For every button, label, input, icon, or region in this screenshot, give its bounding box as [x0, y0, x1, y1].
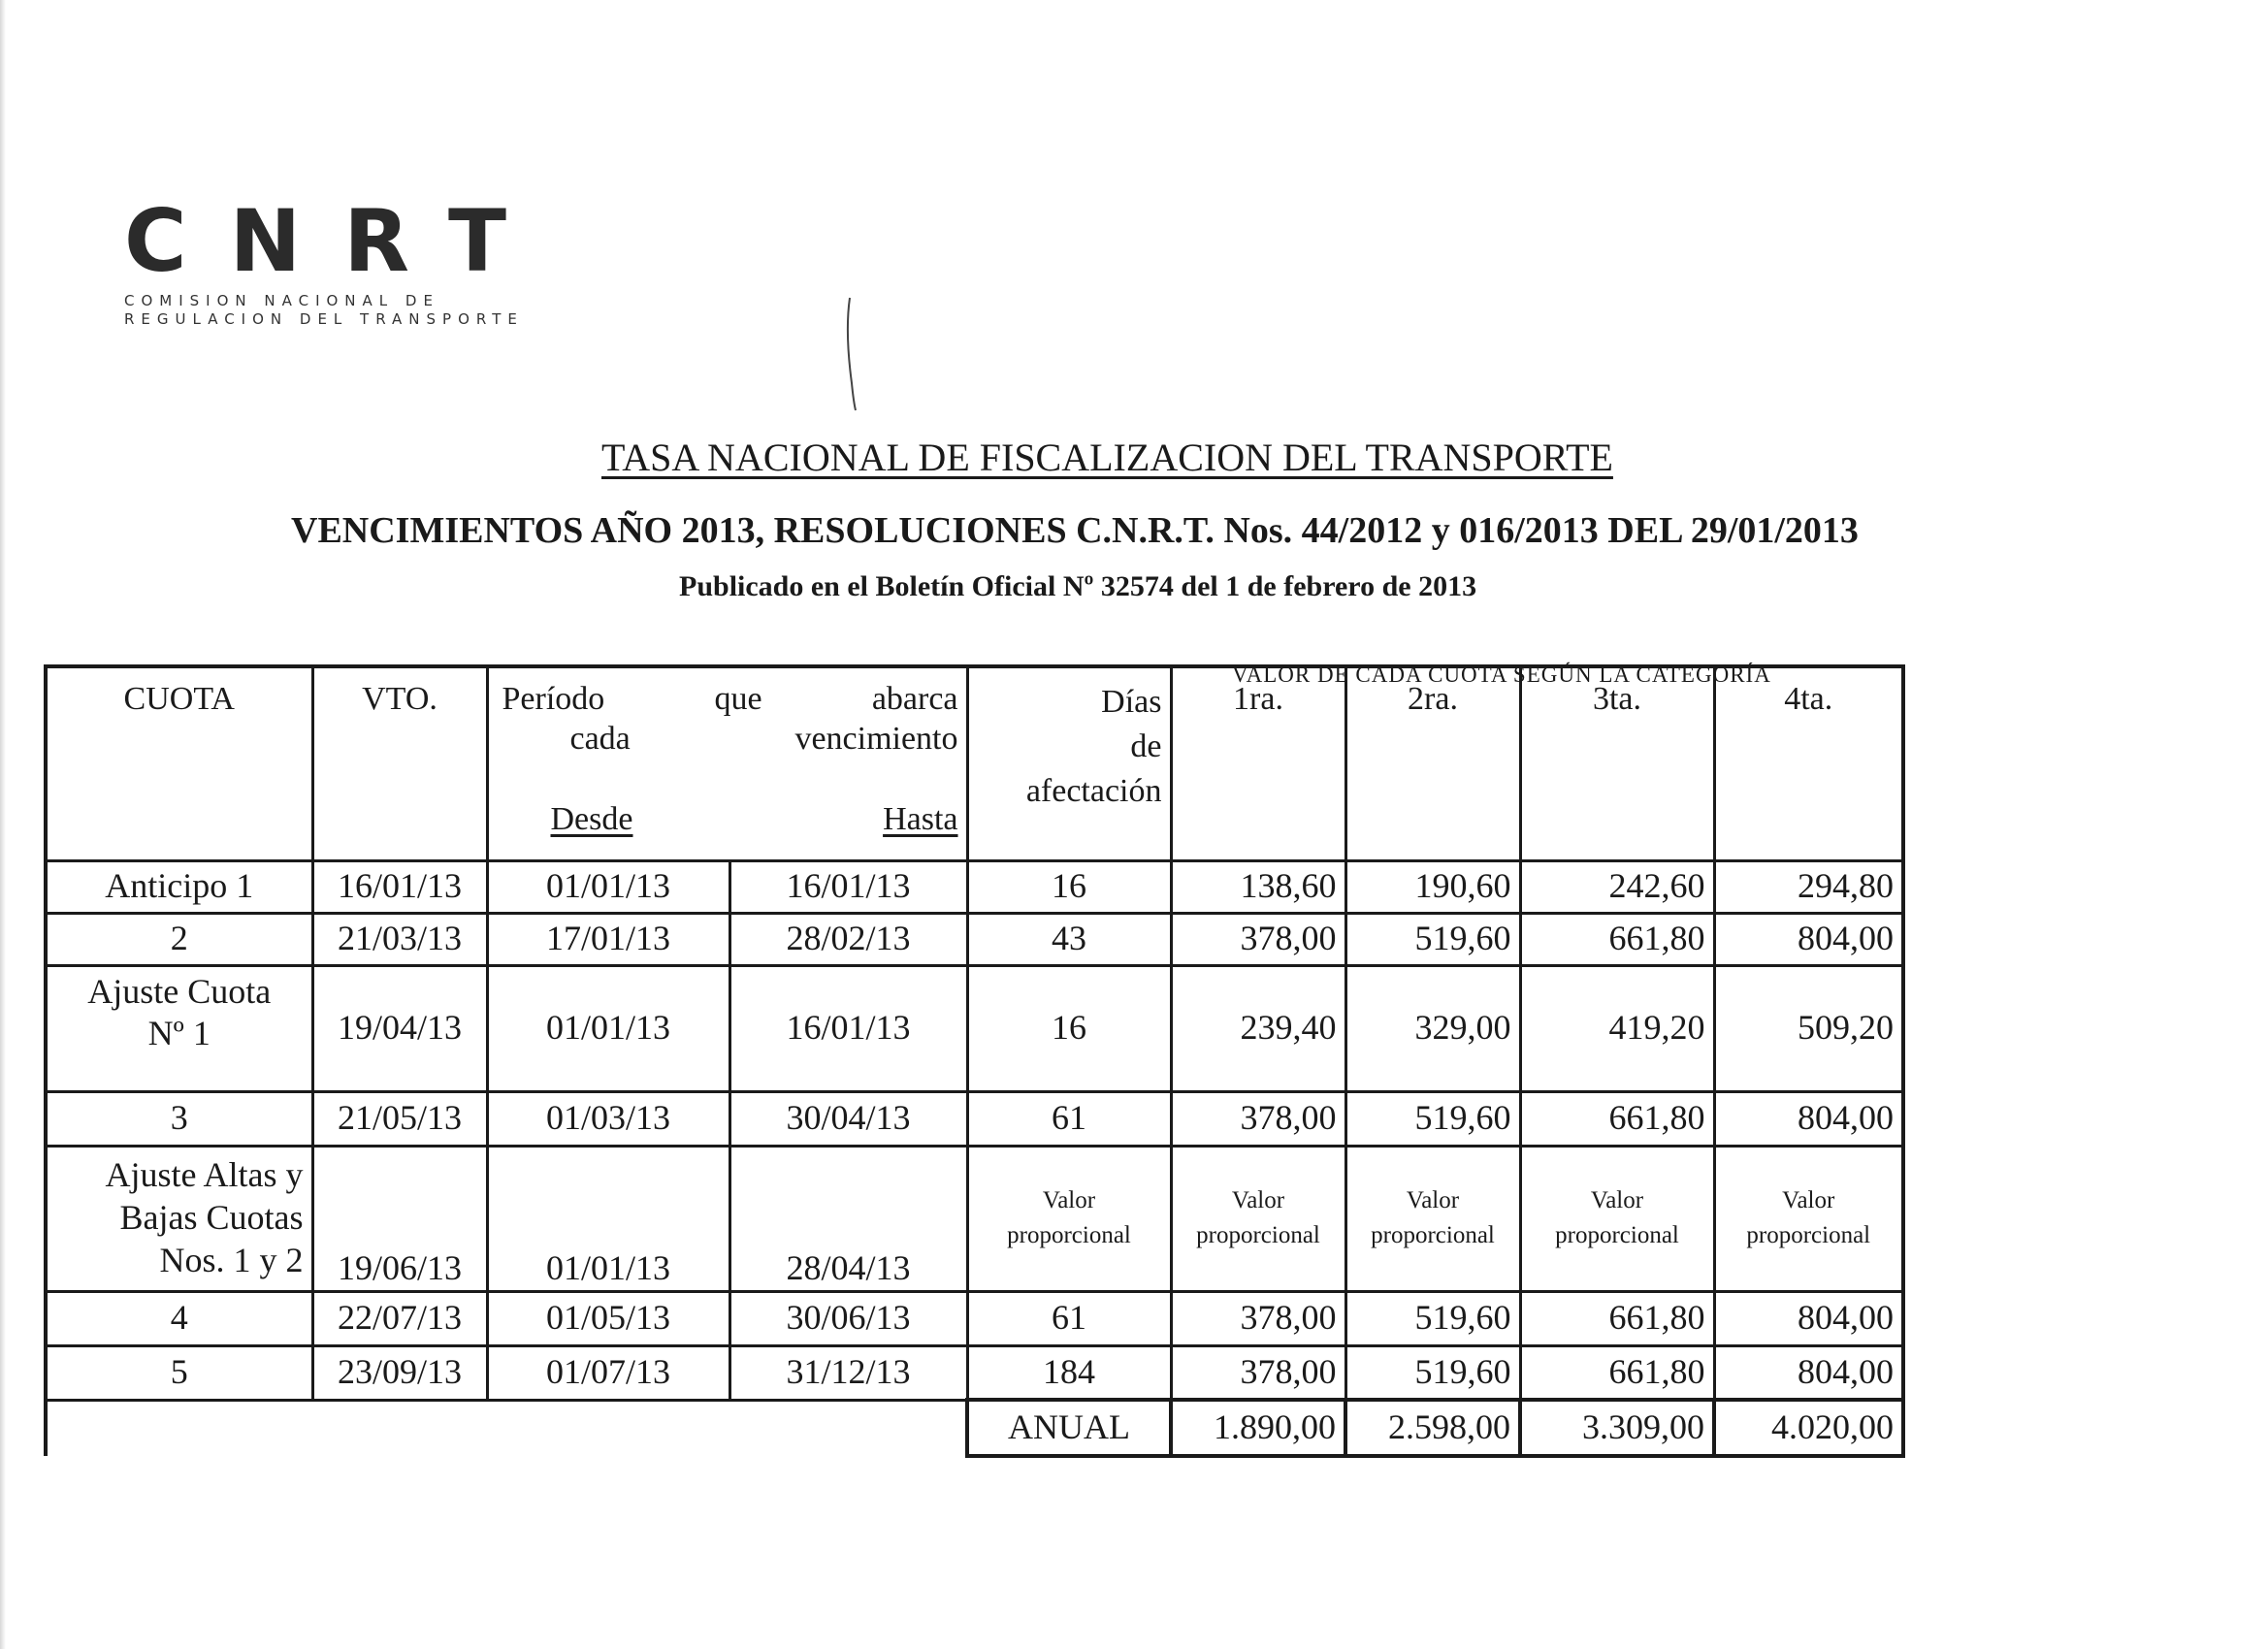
- cell-hasta: 30/04/13: [729, 1091, 967, 1146]
- header-periodo-word: vencimiento: [794, 720, 958, 757]
- cell-cat-1: 378,00: [1171, 913, 1345, 965]
- cell-cuota: 4: [46, 1291, 312, 1345]
- cell-cat-4: 294,80: [1714, 860, 1903, 913]
- cell-vto: 21/05/13: [312, 1091, 487, 1146]
- header-row: [46, 666, 1903, 860]
- cell-cat-4: [1714, 1146, 1903, 1291]
- cell-cat-2: 329,00: [1345, 965, 1520, 1091]
- cell-vto: 22/07/13: [312, 1291, 487, 1345]
- cell-dias: 184: [967, 1345, 1171, 1400]
- header-cat-1: 1ra.: [1171, 666, 1345, 860]
- header-periodo-word: cada: [569, 720, 631, 757]
- cell-desde: 01/05/13: [487, 1291, 729, 1345]
- category-value-caption: VALOR DE CADA CUOTA SEGÚN LA CATEGORÍA: [1232, 663, 1771, 687]
- header-dias-line: Días: [1101, 684, 1162, 720]
- annual-spacer: [729, 1400, 967, 1456]
- table-row: [46, 1345, 1903, 1400]
- cell-dias: 16: [967, 860, 1171, 913]
- cell-dias: 43: [967, 913, 1171, 965]
- cell-cat-2: 519,60: [1345, 1291, 1520, 1345]
- cell-cat-3: 661,80: [1520, 913, 1714, 965]
- header-periodo-word: que: [714, 681, 762, 717]
- annual-spacer: [46, 1400, 312, 1456]
- page-edge: [0, 0, 6, 1649]
- header-desde: Desde: [550, 800, 633, 837]
- cell-cat-3: 419,20: [1520, 965, 1714, 1091]
- table-row: [46, 965, 1903, 1091]
- cell-cat-1: 378,00: [1171, 1345, 1345, 1400]
- logo-line-1: COMISION NACIONAL DE: [124, 292, 439, 309]
- cell-hasta: 30/06/13: [729, 1291, 967, 1345]
- logo-line-2: REGULACION DEL TRANSPORTE: [124, 310, 524, 328]
- header-periodo-word: abarca: [871, 681, 958, 717]
- cell-valor-line: Valor: [1231, 1186, 1285, 1213]
- pen-mark: [840, 296, 863, 412]
- cell-cat-2: [1345, 1146, 1520, 1291]
- document-title: TASA NACIONAL DE FISCALIZACION DEL TRANSPORTE: [601, 436, 1613, 479]
- cell-desde: 01/01/13: [487, 1146, 729, 1291]
- table-row: [46, 1291, 1903, 1345]
- annual-spacer: [487, 1400, 729, 1456]
- header-cuota: CUOTA: [46, 666, 312, 860]
- cell-cat-2: 519,60: [1345, 913, 1520, 965]
- cell-vto: 19/04/13: [312, 965, 487, 1091]
- cell-cat-2: 190,60: [1345, 860, 1520, 913]
- cell-valor-line: Valor: [1590, 1186, 1644, 1213]
- cell-cat-3: 242,60: [1520, 860, 1714, 913]
- header-periodo: [487, 666, 967, 860]
- cell-cat-2: 519,60: [1345, 1091, 1520, 1146]
- cell-valor-line: Valor: [1406, 1186, 1460, 1213]
- cell-desde: 01/01/13: [487, 965, 729, 1091]
- cnrt-logo: [124, 191, 550, 329]
- annual-label: ANUAL: [967, 1400, 1171, 1456]
- cell-vto: 16/01/13: [312, 860, 487, 913]
- cell-desde: 17/01/13: [487, 913, 729, 965]
- cell-cuota: 5: [46, 1345, 312, 1400]
- cell-cat-4: 804,00: [1714, 1345, 1903, 1400]
- header-hasta: Hasta: [883, 800, 958, 837]
- document-subtitle: VENCIMIENTOS AÑO 2013, RESOLUCIONES C.N.R.T. Nos. 44/2012 y 016/2013 DEL 29/01/2013: [291, 510, 1859, 551]
- annual-row: [46, 1400, 1903, 1456]
- header-dias-line: afectación: [1025, 772, 1162, 809]
- cell-valor-line: proporcional: [1746, 1222, 1871, 1248]
- cell-valor-line: Valor: [1782, 1186, 1835, 1213]
- cell-cuota-line: Ajuste Cuota: [87, 971, 272, 1011]
- table-row: [46, 860, 1903, 913]
- cell-cat-3: 661,80: [1520, 1291, 1714, 1345]
- cell-dias: 61: [967, 1291, 1171, 1345]
- cell-cat-1: 378,00: [1171, 1091, 1345, 1146]
- table-row: [46, 1091, 1903, 1146]
- cell-desde: 01/03/13: [487, 1091, 729, 1146]
- cell-dias: 61: [967, 1091, 1171, 1146]
- cell-cat-4: 804,00: [1714, 913, 1903, 965]
- cell-valor-line: proporcional: [1555, 1222, 1679, 1248]
- cell-desde: 01/07/13: [487, 1345, 729, 1400]
- fee-schedule-table: [44, 664, 1905, 1458]
- header-cat-2: 2ra.: [1345, 666, 1520, 860]
- logo-letters: CNRT: [124, 191, 550, 291]
- cell-valor-line: proporcional: [1007, 1222, 1131, 1248]
- cell-cat-4: 804,00: [1714, 1291, 1903, 1345]
- cell-cat-2: 519,60: [1345, 1345, 1520, 1400]
- header-dias-line: de: [1130, 728, 1162, 764]
- cell-cuota: [46, 965, 312, 1091]
- cell-cat-4: 804,00: [1714, 1091, 1903, 1146]
- table-row: [46, 913, 1903, 965]
- cell-cat-4: 509,20: [1714, 965, 1903, 1091]
- cell-dias: 16: [967, 965, 1171, 1091]
- cell-cuota-line: Ajuste Altas y: [105, 1155, 304, 1195]
- annual-cat-1: 1.890,00: [1171, 1400, 1345, 1456]
- cell-cat-3: 661,80: [1520, 1345, 1714, 1400]
- cell-hasta: 28/02/13: [729, 913, 967, 965]
- publication-note: Publicado en el Boletín Oficial Nº 32574 del 1 de febrero de 2013: [679, 570, 1477, 602]
- cell-cat-1: [1171, 1146, 1345, 1291]
- header-cat-4: 4ta.: [1714, 666, 1903, 860]
- cell-cat-3: [1520, 1146, 1714, 1291]
- cell-valor-line: proporcional: [1371, 1222, 1495, 1248]
- header-periodo-word: Período: [502, 681, 605, 717]
- cell-cuota: 2: [46, 913, 312, 965]
- cell-vto: 21/03/13: [312, 913, 487, 965]
- header-dias: [967, 666, 1171, 860]
- header-cat-3: 3ta.: [1520, 666, 1714, 860]
- cell-hasta: 16/01/13: [729, 965, 967, 1091]
- cell-cuota: [46, 1146, 312, 1291]
- cell-hasta: 28/04/13: [729, 1146, 967, 1291]
- cell-valor-line: Valor: [1042, 1186, 1096, 1213]
- annual-cat-4: 4.020,00: [1714, 1400, 1903, 1456]
- cell-vto: 23/09/13: [312, 1345, 487, 1400]
- cell-desde: 01/01/13: [487, 860, 729, 913]
- cell-cuota: 3: [46, 1091, 312, 1146]
- cell-cuota-line: Bajas Cuotas: [119, 1198, 304, 1238]
- cell-hasta: 16/01/13: [729, 860, 967, 913]
- annual-spacer: [312, 1400, 487, 1456]
- cell-hasta: 31/12/13: [729, 1345, 967, 1400]
- cell-cat-1: 239,40: [1171, 965, 1345, 1091]
- table-row: [46, 1146, 1903, 1291]
- cell-vto: 19/06/13: [312, 1146, 487, 1291]
- cell-cat-1: 378,00: [1171, 1291, 1345, 1345]
- cell-cuota: Anticipo 1: [46, 860, 312, 913]
- annual-cat-3: 3.309,00: [1520, 1400, 1714, 1456]
- cell-dias: [967, 1146, 1171, 1291]
- cell-cuota-line: Nos. 1 y 2: [159, 1240, 304, 1279]
- header-vto: VTO.: [312, 666, 487, 860]
- cell-cat-1: 138,60: [1171, 860, 1345, 913]
- cell-valor-line: proporcional: [1196, 1222, 1320, 1248]
- cell-cuota-line: Nº 1: [147, 1013, 211, 1052]
- cell-cat-3: 661,80: [1520, 1091, 1714, 1146]
- annual-cat-2: 2.598,00: [1345, 1400, 1520, 1456]
